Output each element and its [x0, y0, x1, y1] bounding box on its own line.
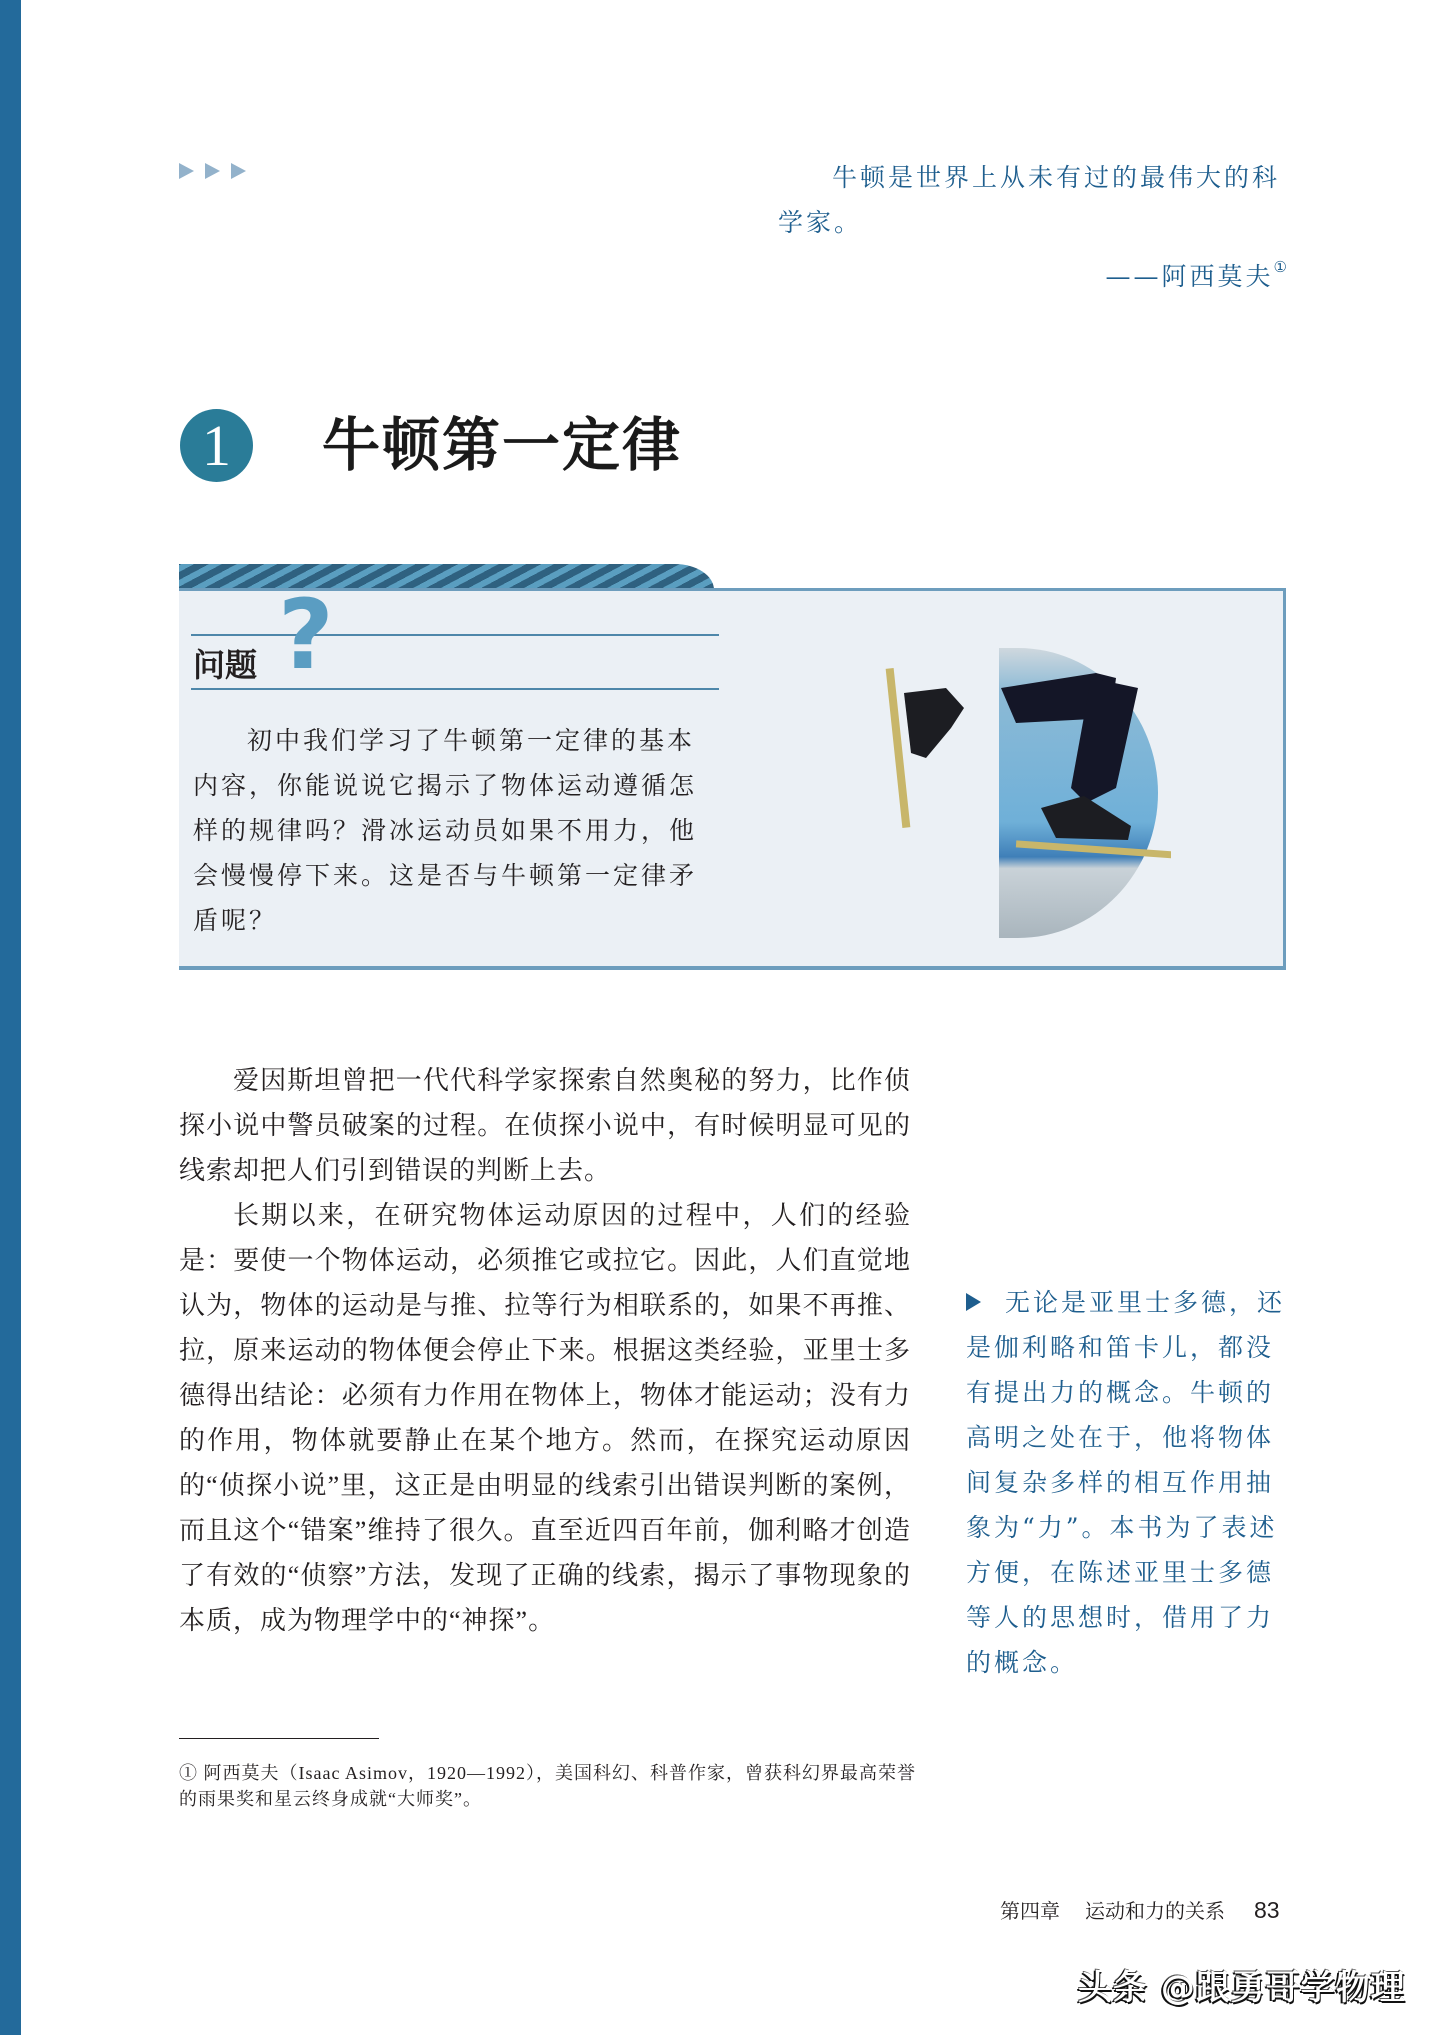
epigraph-quote — [778, 155, 1290, 299]
section-number-badge: 1 — [180, 409, 253, 482]
triangle-right-icon — [205, 163, 220, 179]
question-box-pattern-band — [179, 564, 714, 590]
epigraph-line-1: 牛顿是世界上从未有过的最伟大的科 — [832, 163, 1281, 192]
footnote-ref[interactable]: ① — [1273, 258, 1290, 276]
attribution-name: ——阿西莫夫 — [1105, 262, 1274, 291]
running-footer — [1000, 1895, 1280, 1924]
margin-note — [966, 1280, 1292, 1685]
book-spine-bar — [0, 0, 21, 2035]
main-body-text — [179, 1058, 911, 1643]
section-title: 牛顿第一定律 — [322, 411, 683, 479]
triangle-right-icon — [231, 163, 246, 179]
watermark: 头条 @跟勇哥学物理 — [1078, 1968, 1406, 2008]
divider — [191, 634, 719, 636]
body-paragraph: 爱因斯坦曾把一代代科学家探索自然奥秘的努力，比作侦探小说中警员破案的过程。在侦探小说中，有时候明显可见的线索却把人们引到错误的判断上去。 — [179, 1066, 911, 1185]
chapter-number: 第四章 — [1000, 1901, 1060, 1923]
speed-skater-photo — [866, 648, 1171, 938]
divider — [191, 688, 719, 690]
question-paragraph: 初中我们学习了牛顿第一定律的基本内容，你能说说它揭示了物体运动遵循怎样的规律吗？滑冰运动员如果不用力，他会慢慢停下来。这是否与牛顿第一定律矛盾呢？ — [193, 726, 698, 935]
question-mark-icon: ? — [278, 579, 334, 691]
triangle-right-icon — [966, 1293, 981, 1311]
question-label: 问题 — [193, 646, 258, 684]
triangle-right-icon — [179, 163, 194, 179]
margin-note-text: 无论是亚里士多德，还是伽利略和笛卡儿，都没有提出力的概念。牛顿的高明之处在于，他将物体间复杂多样的相互作用抽象为“力”。本书为了表述方便，在陈述亚里士多德等人的思想时，借用了力的概念。 — [966, 1288, 1286, 1677]
page-number: 83 — [1254, 1897, 1280, 1923]
decorative-arrows-icon — [179, 163, 246, 179]
chapter-title: 运动和力的关系 — [1085, 1901, 1225, 1923]
question-text — [193, 718, 720, 943]
body-paragraph: 长期以来，在研究物体运动原因的过程中，人们的经验是：要使一个物体运动，必须推它或拉它。因此，人们直觉地认为，物体的运动是与推、拉等行为相联系的，如果不再推、拉，原来运动的物体便会停止下来。根据这类经验，亚里士多德得出结论：必须有力作用在物体上，物体才能运动；没有力的作用，物体就要静止在某个地方。然而，在探究运动原因的“侦探小说”里，这正是由明显的线索引出错误判断的案例，而且这个“错案”维持了很久。直至近四百年前，伽利略才创造了有效的“侦察”方法，发现了正确的线索，揭示了事物现象的本质，成为物理学中的“神探”。 — [179, 1201, 911, 1635]
epigraph-line-2: 学家。 — [778, 208, 863, 237]
footnote: ① 阿西莫夫（Isaac Asimov，1920—1992），美国科幻、科普作家，曾获科幻界最高荣誉的雨果奖和星云终身成就“大师奖”。 — [179, 1763, 916, 1809]
epigraph-attribution — [778, 245, 1290, 299]
footnote-rule — [179, 1738, 379, 1739]
